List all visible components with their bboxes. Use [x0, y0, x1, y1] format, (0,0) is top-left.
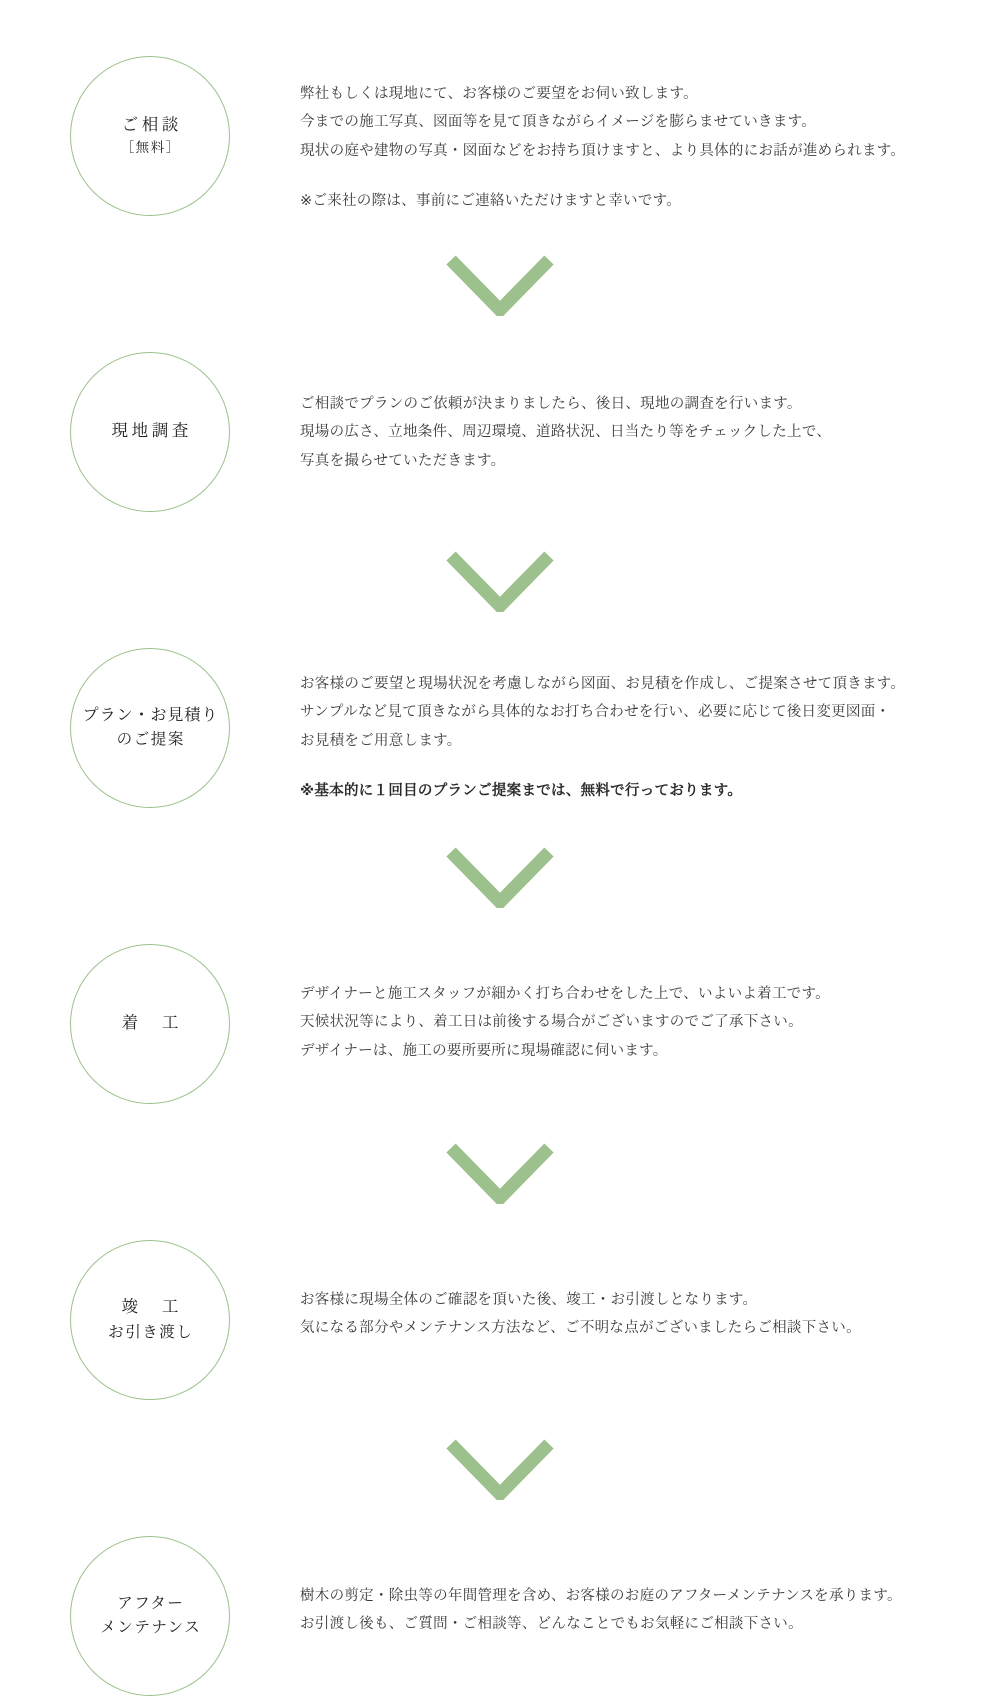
step-description-line: お見積をご用意します。	[300, 732, 462, 749]
step-circle-subtitle: メンテナンス	[100, 1619, 202, 1636]
flow-arrow	[0, 1142, 1000, 1204]
flow-arrow	[0, 254, 1000, 316]
step-circle-wrap	[0, 352, 300, 512]
flow-arrow	[0, 1438, 1000, 1500]
step-description-line: デザイナーと施工スタッフが細かく打ち合わせをした上で、いよいよ着工です。	[300, 986, 830, 1002]
step-description-line: 写真を撮らせていただきます。	[300, 452, 506, 469]
step-circle-subtitle: のご提案	[116, 731, 185, 749]
step-circle-title: 現地調査	[111, 422, 193, 441]
step-circle	[70, 1536, 230, 1696]
step-description-line: 今までの施工写真、図面等を見て頂きながらイメージを膨らませていきます。	[300, 114, 817, 131]
flow-step-construction-start	[0, 944, 1000, 1104]
step-circle-title: プラン・お見積り	[82, 706, 219, 724]
step-description	[300, 648, 1000, 805]
step-description-line: お引渡し後も、ご質問・ご相談等、どんなことでもお気軽にご相談下さい。	[300, 1616, 803, 1633]
flow-step-completion-handover	[0, 1240, 1000, 1400]
step-description-line: デザイナーは、施工の要所要所に現場確認に伺います。	[300, 1042, 668, 1059]
step-description-line: お客様に現場全体のご確認を頂いた後、竣工・お引渡しとなります。	[300, 1292, 758, 1308]
step-description-line: 現場の広さ、立地条件、周辺環境、道路状況、日当たり等をチェックした上で、	[300, 424, 832, 441]
step-description-note-bold: ※基本的に１回目のプランご提案までは、無料で行っております。	[300, 782, 743, 799]
step-circle-title: 着 工	[121, 1014, 182, 1033]
step-circle-wrap	[0, 648, 300, 808]
step-circle-title: アフター	[117, 1594, 185, 1612]
step-description	[300, 352, 1000, 475]
step-description-note: ※ご来社の際は、事前にご連絡いただけますと幸いです。	[300, 192, 682, 209]
step-description-line: 気になる部分やメンテナンス方法など、ご不明な点がございましたらご相談下さい。	[300, 1320, 861, 1337]
step-circle-title: ご相談	[121, 115, 182, 134]
chevron-down-icon	[445, 254, 555, 316]
chevron-down-icon	[445, 550, 555, 612]
step-circle-subtitle: ［無料］	[120, 140, 182, 156]
step-circle-title: 竣 工	[121, 1298, 182, 1317]
step-circle	[70, 944, 230, 1104]
step-description-line: 現状の庭や建物の写真・図面などをお持ち頂けますと、より具体的にお話が進められます。	[300, 142, 906, 159]
chevron-down-icon	[445, 846, 555, 908]
flow-step-after-maintenance	[0, 1536, 1000, 1696]
step-description	[300, 1240, 1000, 1343]
flow-step-site-survey	[0, 352, 1000, 512]
flow-step-consultation	[0, 56, 1000, 216]
step-description-line: 天候状況等により、着工日は前後する場合がございますのでご了承下さい。	[300, 1014, 803, 1031]
step-circle	[70, 648, 230, 808]
step-description-line: 樹木の剪定・除虫等の年間管理を含め、お客様のお庭のアフターメンテナンスを承ります。	[300, 1588, 902, 1604]
step-description-line: ご相談でプランのご依頼が決まりましたら、後日、現地の調査を行います。	[300, 396, 802, 412]
step-description-line: お客様のご要望と現場状況を考慮しながら図面、お見積を作成し、ご提案させて頂きます。	[300, 676, 906, 692]
step-circle	[70, 56, 230, 216]
step-description-line: 弊社もしくは現地にて、お客様のご要望をお伺い致します。	[300, 86, 698, 102]
step-circle-subtitle: お引き渡し	[108, 1323, 194, 1341]
step-circle-wrap	[0, 56, 300, 216]
chevron-down-icon	[445, 1142, 555, 1204]
step-circle-wrap	[0, 1240, 300, 1400]
step-description	[300, 56, 1000, 215]
chevron-down-icon	[445, 1438, 555, 1500]
step-circle-wrap	[0, 944, 300, 1104]
step-circle	[70, 352, 230, 512]
step-description-line: サンプルなど見て頂きながら具体的なお打ち合わせを行い、必要に応じて後日変更図面・	[300, 704, 891, 721]
flow-arrow	[0, 550, 1000, 612]
flow-arrow	[0, 846, 1000, 908]
flow-step-plan-estimate	[0, 648, 1000, 808]
step-description	[300, 1536, 1000, 1639]
step-circle-wrap	[0, 1536, 300, 1696]
step-circle	[70, 1240, 230, 1400]
step-description	[300, 944, 1000, 1065]
